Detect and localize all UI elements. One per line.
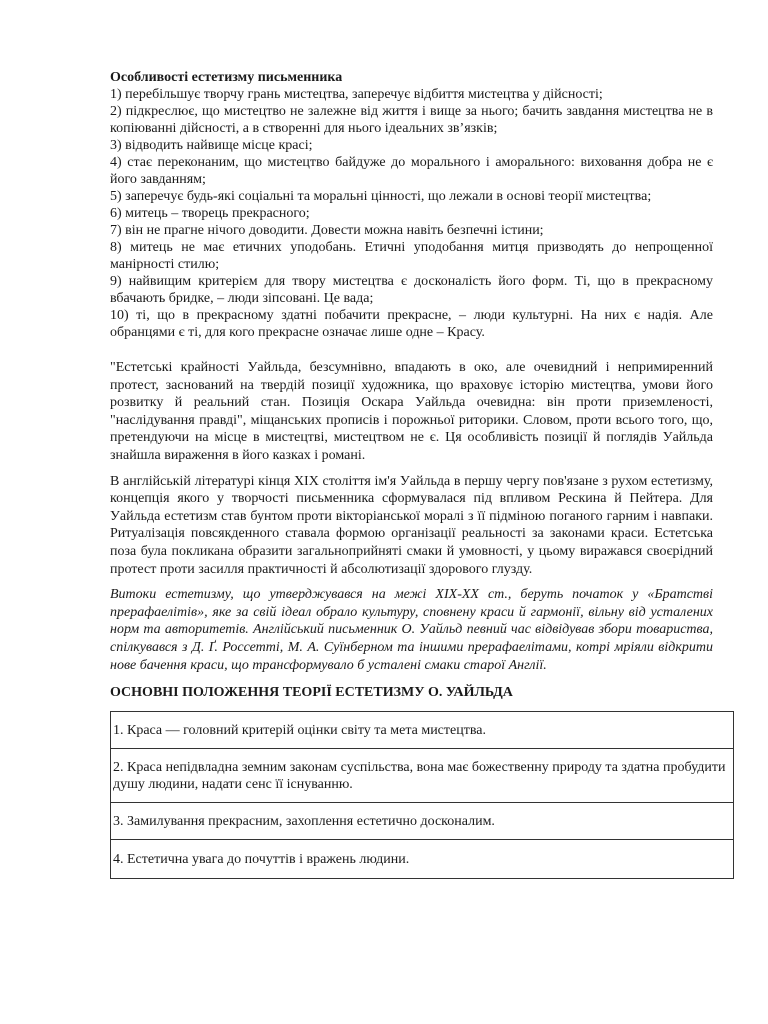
- list-item: 9) найвищим критерієм для твору мистецтва є досконалість його форм. Ті, що в прекрасному вбачають бридке, – люди зіпсовані. Це вада;: [110, 274, 713, 306]
- paragraph-origins: Витоки естетизму, що утверджувався на межі XIX-XX ст., беруть початок у «Братстві прерафаелітів», яке за свій ідеал обрало культуру, сповнену краси й гармонії, вільну від усталених норм та авторитетів. Англійський письменник О. Уайльд певний час відвідував збори товариства, спілкувався з Д. Ґ. Россетті, М. А. Суїнберном та іншими прерафаелітами, котрі мріяли відкрити нове бачення краси, що трансформувало б усталені смаки старої Англії.: [110, 587, 713, 673]
- list-item: 7) він не прагне нічого доводити. Довести можна навіть безпечні істини;: [110, 223, 544, 238]
- list-item: 5) заперечує будь-які соціальні та моральні цінності, що лежали в основі теорії мистецтва;: [110, 189, 652, 204]
- list-item: 3) відводить найвище місце красі;: [110, 138, 313, 153]
- theory-table: [110, 711, 734, 879]
- section-heading: Особливості естетизму письменника: [110, 70, 343, 85]
- table-row: [111, 712, 734, 749]
- table-row: [111, 803, 734, 840]
- table-row: [111, 840, 734, 879]
- list-item: 1) перебільшує творчу грань мистецтва, заперечує відбиття мистецтва у дійсності;: [110, 87, 603, 102]
- table-cell: 4. Естетична увага до почуттів і вражень людини.: [111, 840, 734, 879]
- list-item: 2) підкреслює, що мистецтво не залежне від життя і вище за нього; бачить завдання мистецтва не в копіюванні дійсності, а в створенні для нього ідеальних зв’язків;: [110, 104, 713, 136]
- paragraph-english-literature: В англійській літературі кінця XIX століття ім'я Уайльда в першу чергу пов'язане з рухом естетизму, концепція якого у творчості письменника сформувалася під впливом Рескина й Пейтера. Для Уайльда естетизм став бунтом проти вікторіанської моралі з її підміною поганого гарним і навпаки. Ритуалізація повсякденного ставала формою організації реальності за законами краси. Естетська поза була покликана образити загальноприйняті смаки й умовності, у цьому виражався своєрідний протест проти засилля практичності й абсолютизації здорового глузду.: [110, 473, 713, 577]
- table-cell: 2. Краса непідвладна земним законам суспільства, вона має божественну природу та здатна пробудити душу людини, надати сенс її існуванню.: [111, 749, 734, 803]
- list-item: 6) митець – творець прекрасного;: [110, 206, 310, 221]
- table-row: [111, 749, 734, 803]
- table-cell: 3. Замилування прекрасним, захоплення естетично досконалим.: [111, 803, 734, 840]
- table-cell: 1. Краса — головний критерій оцінки світу та мета мистецтва.: [111, 712, 734, 749]
- theory-title: ОСНОВНІ ПОЛОЖЕННЯ ТЕОРІЇ ЕСТЕТИЗМУ О. УАЙЛЬДА: [110, 685, 513, 701]
- list-item: 10) ті, що в прекрасному здатні побачити прекрасне, – люди культурні. На них є надія. Але обранцями є ті, для кого прекрасне означає лише одне – Красу.: [110, 308, 713, 340]
- paragraph-extremes: "Естетські крайності Уайльда, безсумнівно, впадають в око, але очевидний і непримиренний протест, заснований на твердій позиції художника, що враховує історію мистецтва, умови його розвитку й реальний стан. Позиція Оскара Уайльда очевидна: він проти приземленості, "наслідування правді", міщанських прописів і порожньої риторики. Словом, проти всього того, що, претендуючи на місце в мистецтві, мистецтвом не є. Ця особливість позиції й поглядів Уайльда знайшла вираження в його казках і романі.: [110, 360, 713, 463]
- list-item: 8) митець не має етичних уподобань. Етичні уподобання митця призводять до непрощенної манірності стилю;: [110, 240, 713, 272]
- features-list: [110, 86, 713, 341]
- list-item: 4) стає переконаним, що мистецтво байдуже до морального і аморального: виховання добра не є його завданням;: [110, 155, 713, 187]
